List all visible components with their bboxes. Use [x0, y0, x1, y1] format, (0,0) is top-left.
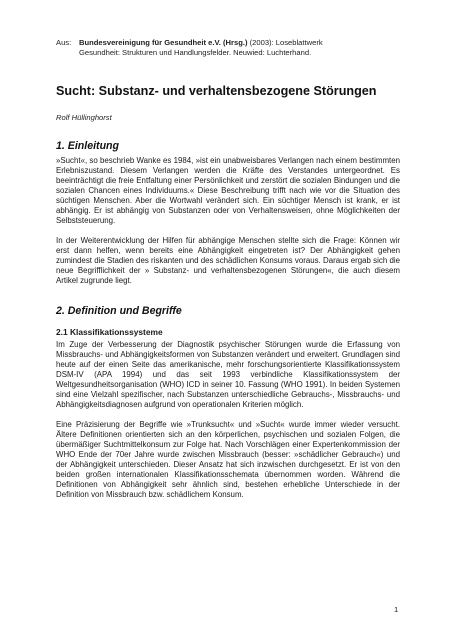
citation-publisher: Bundesvereinigung für Gesundheit e.V. (Hrsg.) — [79, 38, 248, 47]
citation-line-2: Gesundheit: Strukturen und Handlungsfelder. Neuwied: Luchterhand. — [79, 48, 312, 57]
citation-label: Aus: — [56, 38, 72, 47]
subsection-heading-klassifikation: 2.1 Klassifikationssysteme — [56, 327, 163, 337]
section-heading-einleitung: 1. Einleitung — [56, 140, 119, 152]
document-title: Sucht: Substanz- und verhaltensbezogene Störungen — [56, 84, 377, 98]
citation-year: (2003): Loseblattwerk — [249, 38, 323, 47]
source-citation — [56, 38, 400, 58]
paragraph: In der Weiterentwicklung der Hilfen für abhängige Menschen stellte sich die Frage: Können wir erst dann helfen, wenn bereits eine Abhängigkeit eingetreten ist? Der Abhängigkeit gehen zumindest die Stadien des riskanten und des schädlichen Konsums voraus. Daraus ergab sich die neue Begrifflichkeit der » Substanz- und verhaltensbezogenen Störungen«, die auch diesem Artikel zugrunde liegt. — [56, 236, 400, 285]
document-page — [56, 38, 400, 500]
paragraph: Eine Präzisierung der Begriffe wie »Trunksucht« und »Sucht« wurde immer wieder versucht. Ältere Definitionen orientierten sich an den körperlichen, psychischen und sozialen Folgen, die übermäßiger Suchtmittelkonsum zur Folge hat. Nach Vorschlägen einer Expertenkommission der WHO Ende der 70er Jahre wurde zwischen Missbrauch (besser: »schädlicher Gebrauch«) und der Abhängigkeit unterschieden. Dieser Ansatz hat sich inzwischen durchgesetzt. Er ist von den beiden großen internationalen Klassifikationsschemata übernommen worden. Während die Definitionen von Abhängigkeit sehr ähnlich sind, bestehen erhebliche Unterschiede in der Definition von Missbrauch bzw. schädlichem Konsum. — [56, 420, 400, 499]
paragraph: »Sucht«, so beschrieb Wanke es 1984, »ist ein unabweisbares Verlangen nach einem bestimmten Erlebniszustand. Diesem Verlangen werden die Kräfte des Verstandes untergeordnet. Es beeinträchtigt die freie Entfaltung einer Persönlichkeit und zerstört die sozialen Bindungen und die sozialen Chancen eines Individuums.« Diese Beschreibung trifft nach wie vor die Situation des süchtigen Menschen. Aber die Wortwahl verändert sich. Ein süchtiger Mensch ist krank, er ist abhängig. Er ist abhängig von Substanzen oder von Verhaltensweisen, ohne Möglichkeiten der Selbststeuerung. — [56, 156, 400, 225]
paragraph: Im Zuge der Verbesserung der Diagnostik psychischer Störungen wurde die Erfassung von Missbrauchs- und Abhängigkeitsformen von Substanzen verändert und erweitert. Grundlagen sind heute auf der einen Seite das amerikanische, mehr forschungsorientierte Klassifikationssystem DSM-IV (APA 1994) und das seit 1993 verbindliche Klassifikationssystem der Weltgesundheitsorganisation (WHO) ICD in seiner 10. Fassung (WHO 1991). In beiden Systemen sind eine Vielzahl spezifischer, nach Substanzen unterschiedliche Gebrauchs-, Missbrauchs- und Abhängigkeitsdiagnosen aufgrund von operationalen Kriterien möglich. — [56, 340, 400, 409]
author-name: Rolf Hüllinghorst — [56, 113, 112, 122]
page-number: 1 — [394, 605, 399, 614]
section-heading-definition: 2. Definition und Begriffe — [56, 305, 182, 317]
